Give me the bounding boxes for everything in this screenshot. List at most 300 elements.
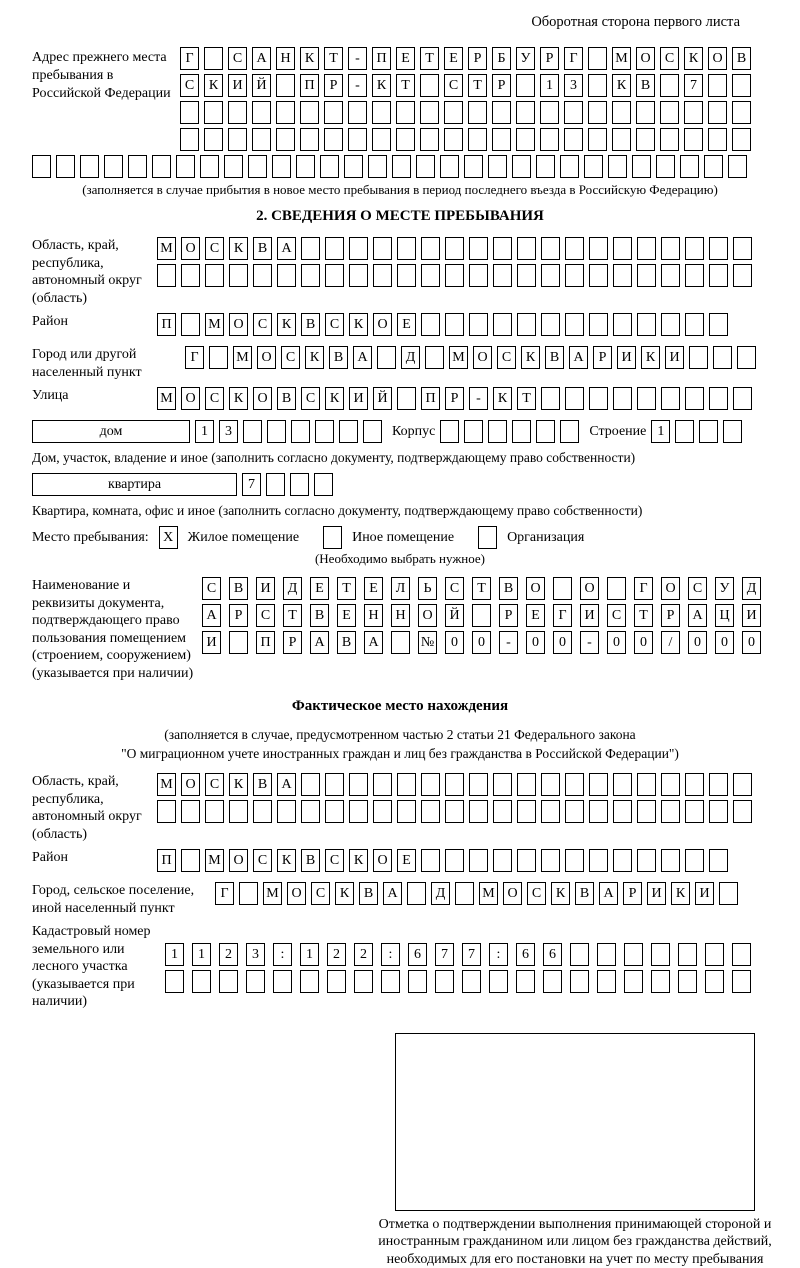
char-box[interactable]: Е — [444, 47, 463, 70]
char-box[interactable]: - — [580, 631, 599, 654]
char-box[interactable] — [368, 155, 387, 178]
char-box[interactable] — [444, 128, 463, 151]
char-box[interactable] — [239, 882, 258, 905]
char-box[interactable]: Г — [185, 346, 204, 369]
char-box[interactable]: М — [157, 773, 176, 796]
char-box[interactable] — [713, 346, 732, 369]
char-box[interactable]: Р — [283, 631, 302, 654]
char-box[interactable]: И — [256, 577, 275, 600]
char-box[interactable] — [301, 237, 320, 260]
char-box[interactable] — [685, 387, 704, 410]
char-box[interactable]: А — [688, 604, 707, 627]
char-box[interactable] — [708, 101, 727, 124]
char-box[interactable] — [709, 849, 728, 872]
char-box[interactable] — [408, 970, 427, 993]
char-box[interactable] — [685, 237, 704, 260]
char-box[interactable] — [541, 773, 560, 796]
char-box[interactable]: 7 — [242, 473, 261, 496]
char-box[interactable] — [517, 800, 536, 823]
char-box[interactable] — [445, 800, 464, 823]
char-box[interactable]: К — [204, 74, 223, 97]
char-box[interactable]: О — [229, 313, 248, 336]
char-box[interactable]: П — [157, 849, 176, 872]
checkbox-other-premises[interactable] — [323, 526, 342, 549]
char-box[interactable]: О — [636, 47, 655, 70]
char-box[interactable] — [493, 313, 512, 336]
char-box[interactable] — [678, 943, 697, 966]
char-box[interactable] — [229, 264, 248, 287]
char-box[interactable] — [660, 74, 679, 97]
char-box[interactable]: С — [205, 773, 224, 796]
char-box[interactable] — [314, 473, 333, 496]
char-box[interactable] — [377, 346, 396, 369]
char-box[interactable]: М — [157, 387, 176, 410]
char-box[interactable] — [277, 800, 296, 823]
char-box[interactable]: 7 — [435, 943, 454, 966]
char-box[interactable] — [157, 264, 176, 287]
char-box[interactable] — [397, 387, 416, 410]
char-box[interactable] — [543, 970, 562, 993]
char-box[interactable]: С — [205, 237, 224, 260]
char-box[interactable] — [564, 101, 583, 124]
char-box[interactable]: М — [263, 882, 282, 905]
char-box[interactable] — [516, 970, 535, 993]
char-box[interactable] — [391, 631, 410, 654]
char-box[interactable] — [300, 970, 319, 993]
char-box[interactable] — [589, 237, 608, 260]
char-box[interactable]: М — [157, 237, 176, 260]
char-box[interactable] — [440, 420, 459, 443]
char-box[interactable]: М — [205, 313, 224, 336]
char-box[interactable] — [327, 970, 346, 993]
char-box[interactable] — [709, 264, 728, 287]
char-box[interactable]: К — [551, 882, 570, 905]
char-box[interactable] — [613, 773, 632, 796]
char-box[interactable] — [613, 387, 632, 410]
char-box[interactable]: Т — [420, 47, 439, 70]
char-box[interactable] — [637, 237, 656, 260]
char-box[interactable] — [589, 773, 608, 796]
char-box[interactable] — [324, 128, 343, 151]
char-box[interactable]: Р — [324, 74, 343, 97]
char-box[interactable]: О — [708, 47, 727, 70]
char-box[interactable] — [733, 773, 752, 796]
char-box[interactable]: О — [229, 849, 248, 872]
char-box[interactable] — [651, 943, 670, 966]
char-box[interactable] — [589, 264, 608, 287]
char-box[interactable] — [733, 264, 752, 287]
char-box[interactable] — [560, 155, 579, 178]
char-box[interactable] — [204, 101, 223, 124]
char-box[interactable] — [348, 101, 367, 124]
char-box[interactable]: К — [521, 346, 540, 369]
char-box[interactable] — [732, 101, 751, 124]
char-box[interactable]: Т — [468, 74, 487, 97]
char-box[interactable] — [597, 943, 616, 966]
char-box[interactable]: Г — [564, 47, 583, 70]
char-box[interactable]: - — [348, 74, 367, 97]
char-box[interactable]: 1 — [195, 420, 214, 443]
char-box[interactable]: О — [287, 882, 306, 905]
char-box[interactable]: В — [499, 577, 518, 600]
char-box[interactable] — [607, 577, 626, 600]
char-box[interactable]: 0 — [688, 631, 707, 654]
char-box[interactable] — [469, 773, 488, 796]
char-box[interactable] — [228, 128, 247, 151]
char-box[interactable] — [516, 128, 535, 151]
char-box[interactable]: С — [311, 882, 330, 905]
char-box[interactable] — [325, 264, 344, 287]
char-box[interactable] — [181, 800, 200, 823]
char-box[interactable]: К — [612, 74, 631, 97]
char-box[interactable]: С — [444, 74, 463, 97]
char-box[interactable] — [588, 74, 607, 97]
char-box[interactable]: К — [684, 47, 703, 70]
char-box[interactable]: А — [310, 631, 329, 654]
char-box[interactable]: В — [229, 577, 248, 600]
char-box[interactable] — [488, 420, 507, 443]
char-box[interactable] — [541, 313, 560, 336]
char-box[interactable] — [181, 849, 200, 872]
char-box[interactable] — [636, 101, 655, 124]
char-box[interactable]: Т — [634, 604, 653, 627]
char-box[interactable]: А — [202, 604, 221, 627]
char-box[interactable] — [349, 237, 368, 260]
char-box[interactable]: Н — [364, 604, 383, 627]
char-box[interactable]: 3 — [564, 74, 583, 97]
char-box[interactable]: : — [489, 943, 508, 966]
char-box[interactable]: В — [732, 47, 751, 70]
char-box[interactable] — [612, 128, 631, 151]
char-box[interactable]: В — [575, 882, 594, 905]
char-box[interactable] — [349, 264, 368, 287]
char-box[interactable] — [588, 128, 607, 151]
char-box[interactable] — [445, 849, 464, 872]
char-box[interactable] — [608, 155, 627, 178]
char-box[interactable]: 1 — [651, 420, 670, 443]
char-box[interactable] — [637, 313, 656, 336]
char-box[interactable] — [204, 128, 223, 151]
char-box[interactable]: Р — [445, 387, 464, 410]
char-box[interactable] — [339, 420, 358, 443]
char-box[interactable]: 2 — [219, 943, 238, 966]
char-box[interactable] — [469, 313, 488, 336]
char-box[interactable]: - — [499, 631, 518, 654]
char-box[interactable] — [733, 237, 752, 260]
char-box[interactable] — [266, 473, 285, 496]
char-box[interactable] — [540, 128, 559, 151]
char-box[interactable]: П — [157, 313, 176, 336]
char-box[interactable]: С — [301, 387, 320, 410]
char-box[interactable] — [589, 313, 608, 336]
char-box[interactable] — [205, 264, 224, 287]
char-box[interactable]: Н — [276, 47, 295, 70]
char-box[interactable]: П — [372, 47, 391, 70]
char-box[interactable] — [229, 800, 248, 823]
char-box[interactable] — [565, 800, 584, 823]
char-box[interactable]: Ь — [418, 577, 437, 600]
char-box[interactable]: Й — [373, 387, 392, 410]
char-box[interactable]: В — [253, 773, 272, 796]
char-box[interactable] — [728, 155, 747, 178]
char-box[interactable]: И — [228, 74, 247, 97]
checkbox-organization[interactable] — [478, 526, 497, 549]
char-box[interactable] — [565, 849, 584, 872]
char-box[interactable] — [348, 128, 367, 151]
checkbox-residential[interactable]: X — [159, 526, 178, 549]
char-box[interactable] — [723, 420, 742, 443]
char-box[interactable] — [272, 155, 291, 178]
char-box[interactable] — [296, 155, 315, 178]
char-box[interactable] — [517, 849, 536, 872]
char-box[interactable]: Д — [742, 577, 761, 600]
char-box[interactable]: О — [181, 237, 200, 260]
char-box[interactable]: К — [372, 74, 391, 97]
char-box[interactable] — [180, 128, 199, 151]
char-box[interactable] — [464, 420, 483, 443]
char-box[interactable] — [373, 800, 392, 823]
char-box[interactable]: С — [325, 849, 344, 872]
char-box[interactable] — [200, 155, 219, 178]
char-box[interactable]: К — [349, 849, 368, 872]
char-box[interactable]: А — [252, 47, 271, 70]
char-box[interactable]: 6 — [543, 943, 562, 966]
char-box[interactable]: К — [305, 346, 324, 369]
char-box[interactable] — [660, 101, 679, 124]
char-box[interactable] — [301, 773, 320, 796]
char-box[interactable]: И — [349, 387, 368, 410]
char-box[interactable] — [425, 346, 444, 369]
char-box[interactable] — [637, 800, 656, 823]
char-box[interactable] — [300, 101, 319, 124]
char-box[interactable]: О — [503, 882, 522, 905]
char-box[interactable] — [624, 943, 643, 966]
char-box[interactable]: О — [580, 577, 599, 600]
char-box[interactable] — [516, 101, 535, 124]
char-box[interactable]: К — [229, 237, 248, 260]
char-box[interactable] — [325, 237, 344, 260]
char-box[interactable]: Т — [472, 577, 491, 600]
char-box[interactable] — [685, 800, 704, 823]
char-box[interactable]: С — [228, 47, 247, 70]
char-box[interactable] — [445, 773, 464, 796]
char-box[interactable] — [719, 882, 738, 905]
char-box[interactable] — [541, 264, 560, 287]
char-box[interactable]: В — [337, 631, 356, 654]
char-box[interactable]: С — [281, 346, 300, 369]
char-box[interactable] — [685, 264, 704, 287]
char-box[interactable] — [488, 155, 507, 178]
char-box[interactable] — [733, 800, 752, 823]
char-box[interactable] — [445, 264, 464, 287]
char-box[interactable] — [301, 800, 320, 823]
char-box[interactable]: У — [516, 47, 535, 70]
char-box[interactable] — [469, 800, 488, 823]
char-box[interactable] — [324, 101, 343, 124]
char-box[interactable] — [277, 264, 296, 287]
char-box[interactable]: О — [418, 604, 437, 627]
char-box[interactable]: 3 — [246, 943, 265, 966]
char-box[interactable] — [243, 420, 262, 443]
char-box[interactable] — [325, 800, 344, 823]
char-box[interactable] — [469, 264, 488, 287]
char-box[interactable]: В — [636, 74, 655, 97]
char-box[interactable] — [363, 420, 382, 443]
char-box[interactable]: И — [580, 604, 599, 627]
char-box[interactable]: 2 — [327, 943, 346, 966]
char-box[interactable]: Г — [553, 604, 572, 627]
apartment-type-field[interactable]: квартира — [32, 473, 237, 496]
char-box[interactable] — [675, 420, 694, 443]
char-box[interactable] — [253, 800, 272, 823]
char-box[interactable]: 0 — [526, 631, 545, 654]
char-box[interactable] — [165, 970, 184, 993]
char-box[interactable] — [372, 101, 391, 124]
char-box[interactable] — [493, 773, 512, 796]
char-box[interactable] — [420, 74, 439, 97]
char-box[interactable]: С — [253, 849, 272, 872]
char-box[interactable] — [709, 800, 728, 823]
char-box[interactable] — [392, 155, 411, 178]
char-box[interactable] — [128, 155, 147, 178]
char-box[interactable] — [512, 420, 531, 443]
char-box[interactable] — [315, 420, 334, 443]
char-box[interactable] — [732, 970, 751, 993]
char-box[interactable] — [489, 970, 508, 993]
char-box[interactable]: 1 — [192, 943, 211, 966]
char-box[interactable]: И — [617, 346, 636, 369]
char-box[interactable] — [570, 970, 589, 993]
char-box[interactable]: Т — [337, 577, 356, 600]
char-box[interactable] — [680, 155, 699, 178]
char-box[interactable]: 2 — [354, 943, 373, 966]
char-box[interactable]: У — [715, 577, 734, 600]
char-box[interactable]: О — [373, 849, 392, 872]
char-box[interactable] — [541, 800, 560, 823]
char-box[interactable] — [416, 155, 435, 178]
char-box[interactable] — [219, 970, 238, 993]
char-box[interactable] — [517, 773, 536, 796]
char-box[interactable] — [252, 101, 271, 124]
char-box[interactable] — [709, 313, 728, 336]
char-box[interactable]: И — [695, 882, 714, 905]
char-box[interactable]: 6 — [516, 943, 535, 966]
char-box[interactable] — [512, 155, 531, 178]
char-box[interactable]: Т — [324, 47, 343, 70]
char-box[interactable] — [181, 313, 200, 336]
char-box[interactable] — [248, 155, 267, 178]
char-box[interactable] — [705, 970, 724, 993]
char-box[interactable] — [320, 155, 339, 178]
char-box[interactable] — [104, 155, 123, 178]
char-box[interactable]: Е — [310, 577, 329, 600]
char-box[interactable]: В — [545, 346, 564, 369]
char-box[interactable] — [565, 387, 584, 410]
char-box[interactable]: И — [202, 631, 221, 654]
char-box[interactable] — [397, 264, 416, 287]
char-box[interactable] — [570, 943, 589, 966]
char-box[interactable] — [397, 773, 416, 796]
char-box[interactable]: Г — [180, 47, 199, 70]
char-box[interactable] — [651, 970, 670, 993]
char-box[interactable] — [492, 101, 511, 124]
char-box[interactable]: К — [349, 313, 368, 336]
char-box[interactable]: А — [277, 237, 296, 260]
char-box[interactable] — [613, 264, 632, 287]
char-box[interactable] — [685, 773, 704, 796]
char-box[interactable] — [637, 773, 656, 796]
char-box[interactable]: Р — [468, 47, 487, 70]
char-box[interactable]: Г — [634, 577, 653, 600]
char-box[interactable]: О — [526, 577, 545, 600]
char-box[interactable] — [344, 155, 363, 178]
char-box[interactable] — [444, 101, 463, 124]
char-box[interactable] — [597, 970, 616, 993]
house-type-field[interactable]: дом — [32, 420, 190, 443]
char-box[interactable]: Й — [445, 604, 464, 627]
char-box[interactable]: С — [607, 604, 626, 627]
char-box[interactable] — [349, 773, 368, 796]
char-box[interactable] — [536, 155, 555, 178]
char-box[interactable] — [300, 128, 319, 151]
char-box[interactable]: В — [301, 313, 320, 336]
char-box[interactable]: Д — [283, 577, 302, 600]
char-box[interactable] — [354, 970, 373, 993]
char-box[interactable] — [553, 577, 572, 600]
char-box[interactable] — [737, 346, 756, 369]
char-box[interactable]: А — [353, 346, 372, 369]
char-box[interactable]: 0 — [472, 631, 491, 654]
char-box[interactable] — [224, 155, 243, 178]
char-box[interactable] — [661, 387, 680, 410]
char-box[interactable] — [469, 237, 488, 260]
char-box[interactable] — [516, 74, 535, 97]
char-box[interactable]: Ц — [715, 604, 734, 627]
char-box[interactable] — [708, 74, 727, 97]
char-box[interactable] — [541, 387, 560, 410]
char-box[interactable] — [613, 313, 632, 336]
char-box[interactable] — [565, 264, 584, 287]
char-box[interactable]: П — [300, 74, 319, 97]
char-box[interactable] — [685, 849, 704, 872]
char-box[interactable] — [492, 128, 511, 151]
char-box[interactable]: 6 — [408, 943, 427, 966]
char-box[interactable] — [301, 264, 320, 287]
char-box[interactable] — [420, 101, 439, 124]
char-box[interactable] — [637, 849, 656, 872]
char-box[interactable] — [229, 631, 248, 654]
char-box[interactable] — [589, 387, 608, 410]
char-box[interactable]: : — [381, 943, 400, 966]
char-box[interactable]: И — [647, 882, 666, 905]
char-box[interactable] — [732, 128, 751, 151]
char-box[interactable]: К — [325, 387, 344, 410]
char-box[interactable]: Т — [517, 387, 536, 410]
char-box[interactable] — [661, 800, 680, 823]
char-box[interactable]: В — [253, 237, 272, 260]
char-box[interactable]: С — [527, 882, 546, 905]
char-box[interactable] — [624, 970, 643, 993]
char-box[interactable] — [421, 800, 440, 823]
char-box[interactable]: К — [671, 882, 690, 905]
char-box[interactable] — [176, 155, 195, 178]
char-box[interactable]: М — [612, 47, 631, 70]
char-box[interactable]: О — [257, 346, 276, 369]
char-box[interactable]: А — [364, 631, 383, 654]
char-box[interactable] — [565, 313, 584, 336]
char-box[interactable]: 0 — [742, 631, 761, 654]
char-box[interactable] — [565, 773, 584, 796]
